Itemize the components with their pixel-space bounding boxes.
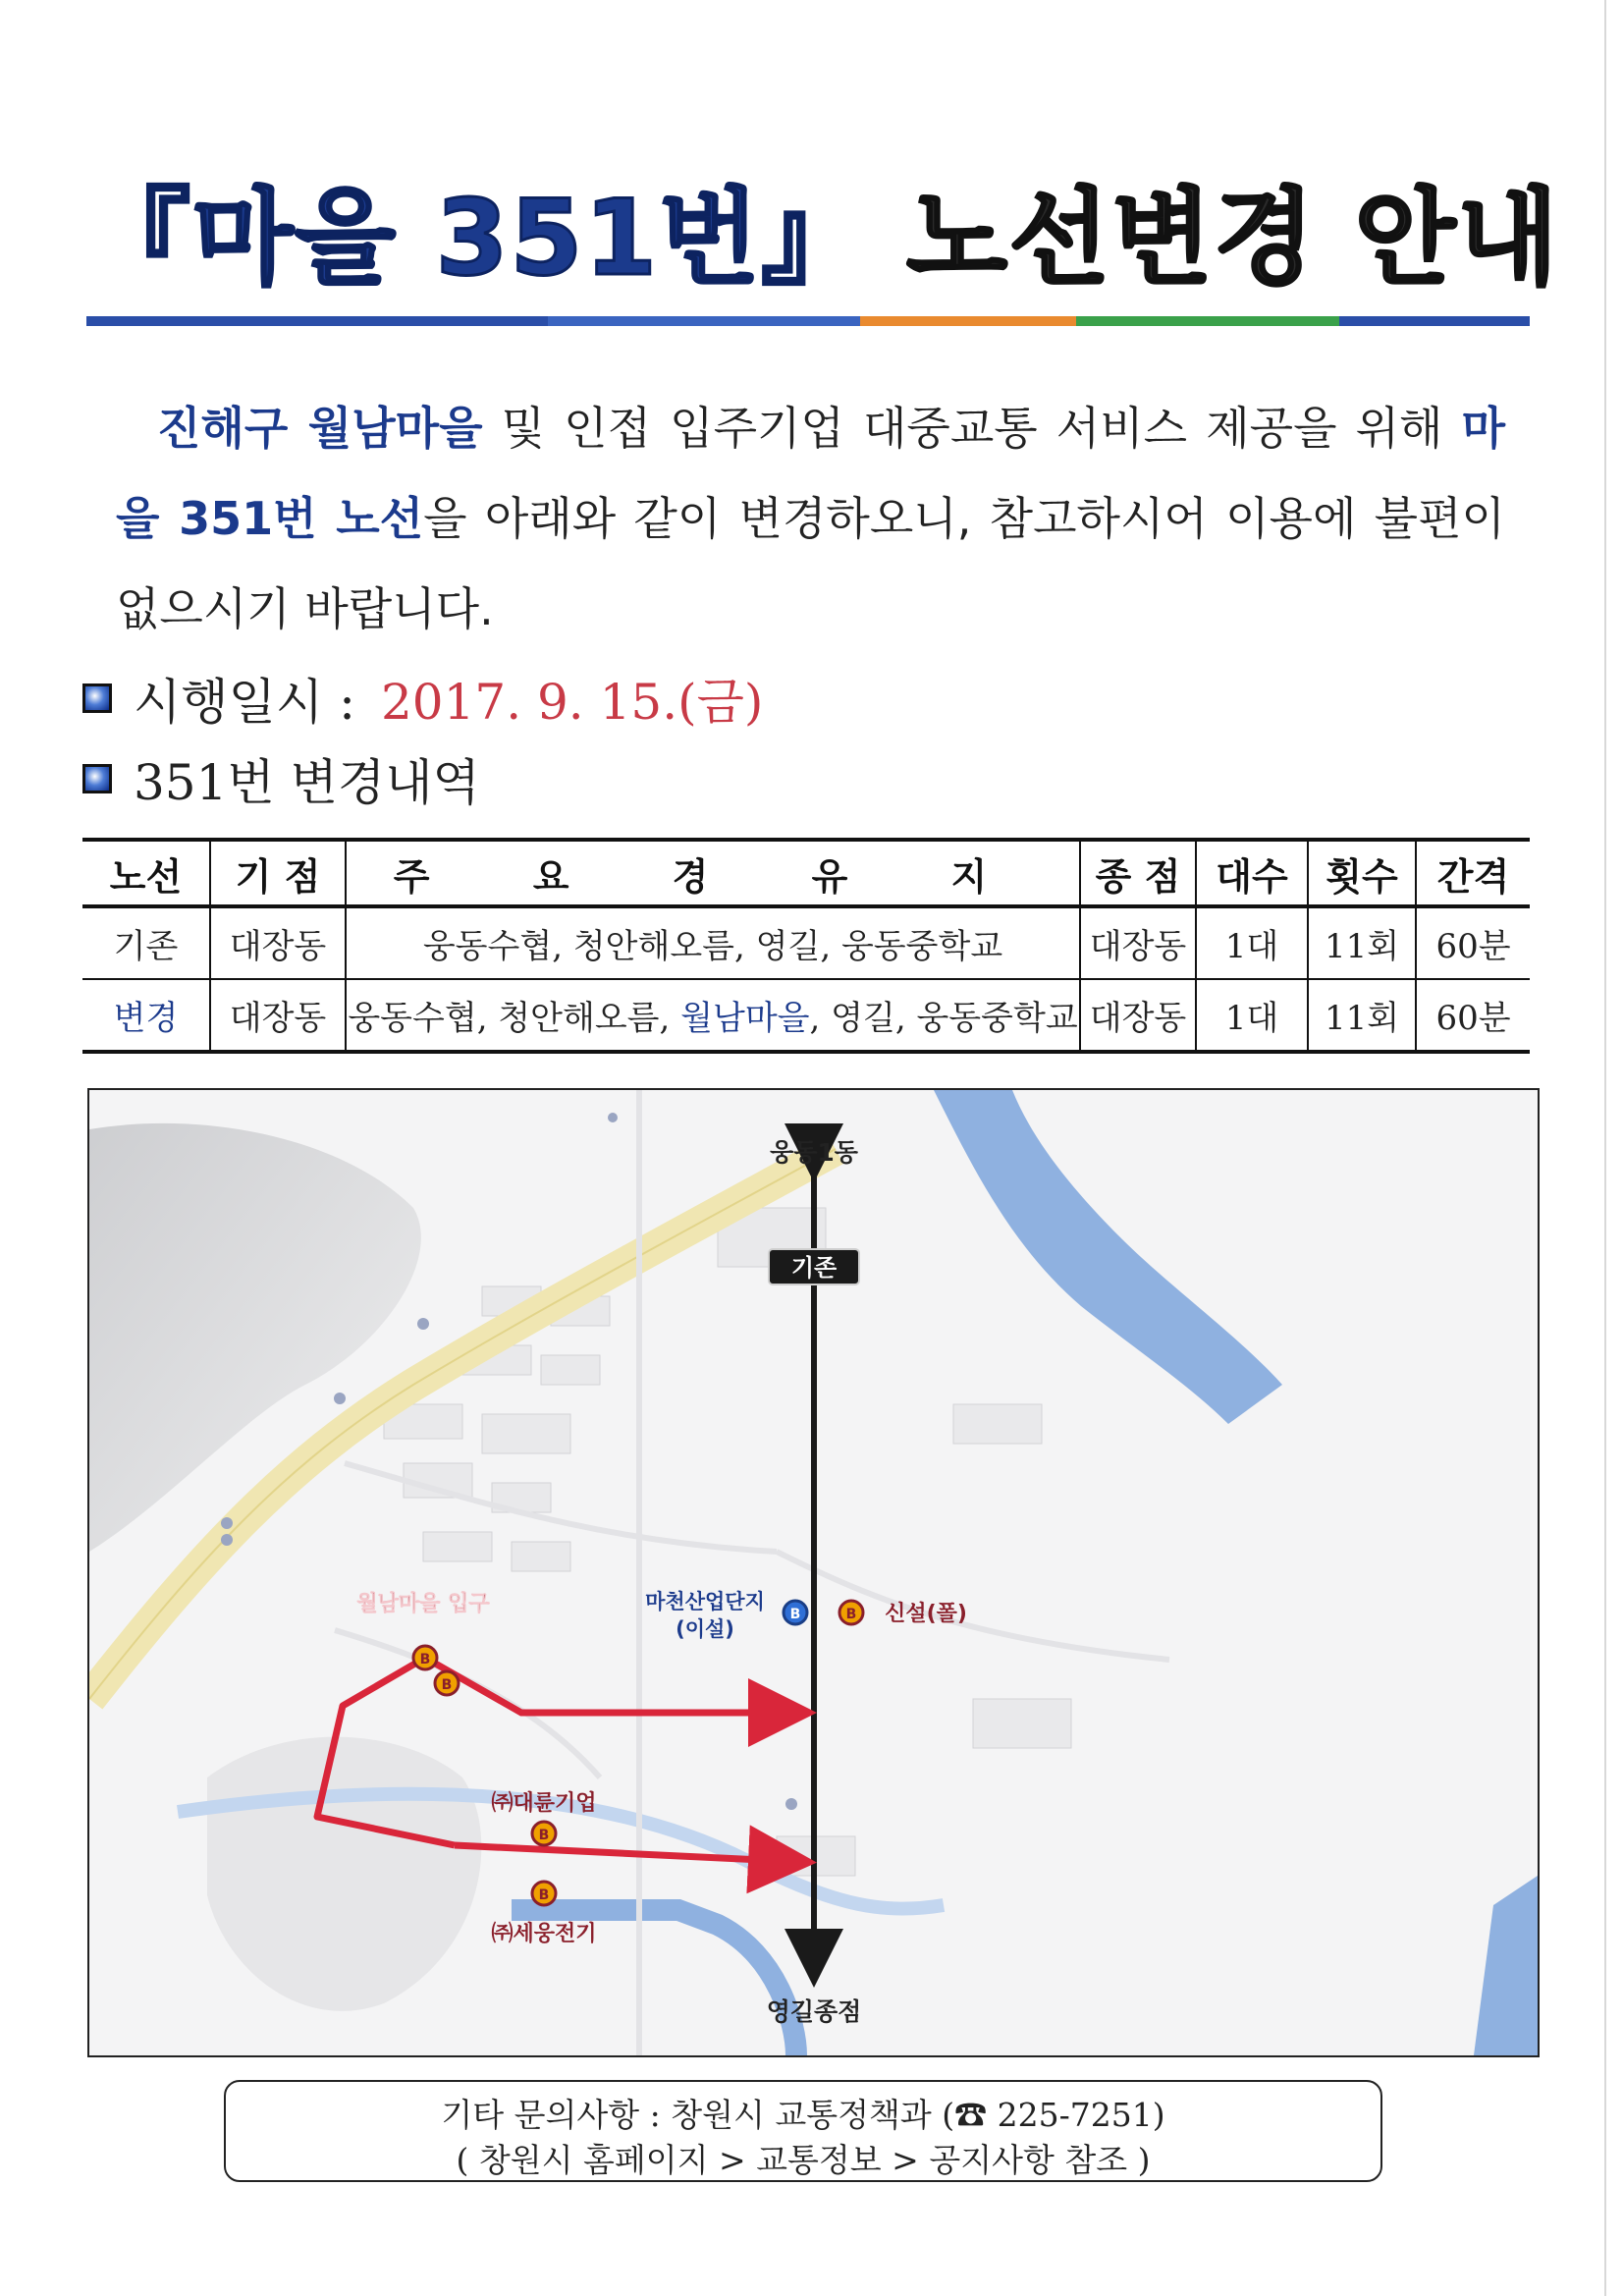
bus-stop-letter: B — [441, 1677, 453, 1693]
square-bullet-icon — [82, 764, 112, 793]
route-change-table — [82, 838, 1530, 1054]
contact-line: 기타 문의사항 : 창원시 교통정책과 (☎ 225-7251) — [441, 2096, 1165, 2134]
cell-route: 기존 — [82, 906, 210, 979]
header-end: 종 점 — [1080, 840, 1196, 906]
cell-start: 대장동 — [210, 979, 346, 1052]
title-notice: 노선변경 안내 — [906, 178, 1560, 299]
stop-label-daeryun: ㈜대륜기업 — [491, 1791, 597, 1816]
bus-stop-icon — [784, 1601, 807, 1624]
header-route: 노선 — [82, 840, 210, 906]
stop-label-new: 신설(폴) — [885, 1602, 967, 1626]
via-highlight: 월남마을 — [680, 999, 810, 1038]
header-trips: 횟수 — [1308, 840, 1416, 906]
stop-label-macheon: 마천산업단지 — [645, 1590, 765, 1613]
south-terminal-label: 영길종점 — [766, 1997, 862, 2026]
via-before: 웅동수협, 청안해오름, — [348, 999, 681, 1038]
stop-label-macheon-note: (이설) — [676, 1617, 734, 1641]
effective-date-label: 시행일시 : — [134, 674, 355, 731]
bus-stop-icon — [839, 1601, 863, 1624]
intro-text-2: 을 아래와 같이 변경하오니, 참고하시어 이용에 불편이 없으시기 바랍니다. — [116, 492, 1505, 635]
table-header-row — [82, 840, 1530, 906]
bus-stop-icon — [413, 1646, 437, 1669]
page-edge-line — [1604, 0, 1606, 2296]
cell-end: 대장동 — [1080, 979, 1196, 1052]
cell-start: 대장동 — [210, 906, 346, 979]
cell-end: 대장동 — [1080, 906, 1196, 979]
bus-stop-letter: B — [538, 1887, 550, 1903]
intro-highlight-route: 마을 351번 노선 — [116, 402, 1505, 545]
header-via: 주 요 경 유 지 — [346, 840, 1080, 906]
page-title — [86, 178, 1560, 299]
bus-stop-icon — [532, 1882, 556, 1905]
title-route-name: 『마을 351번』 — [86, 178, 868, 299]
intro-highlight-area: 진해구 월남마을 — [157, 402, 483, 455]
intro-paragraph — [116, 383, 1505, 654]
stop-label-wolnam: 월남마을 입구 — [356, 1592, 490, 1616]
via-after: , 영길, 웅동중학교 — [809, 999, 1078, 1038]
bus-stop-icon — [435, 1671, 459, 1695]
cell-buses: 1대 — [1196, 979, 1308, 1052]
cell-via — [346, 979, 1080, 1052]
bus-stop-letter: B — [789, 1607, 801, 1622]
cell-interval: 60분 — [1416, 979, 1530, 1052]
table-row — [82, 979, 1530, 1052]
effective-date-row — [82, 663, 763, 734]
cell-trips: 11회 — [1308, 979, 1416, 1052]
contact-box — [224, 2080, 1382, 2182]
header-interval: 간격 — [1416, 840, 1530, 906]
route-map — [87, 1088, 1540, 2057]
cell-buses: 1대 — [1196, 906, 1308, 979]
table-row — [82, 906, 1530, 979]
title-underline — [86, 316, 1530, 326]
north-terminal-label: 웅동1동 — [770, 1138, 858, 1167]
bus-stop-letter: B — [845, 1607, 857, 1622]
route-map-svg — [89, 1090, 1538, 2055]
square-bullet-icon — [82, 683, 112, 713]
bus-stop-letter: B — [538, 1828, 550, 1843]
existing-tag: 기존 — [790, 1254, 838, 1282]
bus-stop-letter: B — [419, 1652, 431, 1667]
website-reference-line: ( 창원시 홈페이지 > 교통정보 > 공지사항 참조 ) — [456, 2141, 1151, 2179]
header-buses: 대수 — [1196, 840, 1308, 906]
intro-text-1: 및 인접 입주기업 대중교통 서비스 제공을 위해 — [482, 402, 1462, 455]
cell-route: 변경 — [82, 979, 210, 1052]
cell-interval: 60분 — [1416, 906, 1530, 979]
changes-heading: 351번 변경내역 — [134, 754, 480, 811]
stop-label-saeung: ㈜세웅전기 — [491, 1922, 597, 1946]
header-start: 기 점 — [210, 840, 346, 906]
effective-date-value: 2017. 9. 15.(금) — [380, 674, 764, 731]
cell-trips: 11회 — [1308, 906, 1416, 979]
changes-heading-row — [82, 743, 480, 814]
cell-via: 웅동수협, 청안해오름, 영길, 웅동중학교 — [346, 906, 1080, 979]
bus-stop-icon — [532, 1822, 556, 1845]
